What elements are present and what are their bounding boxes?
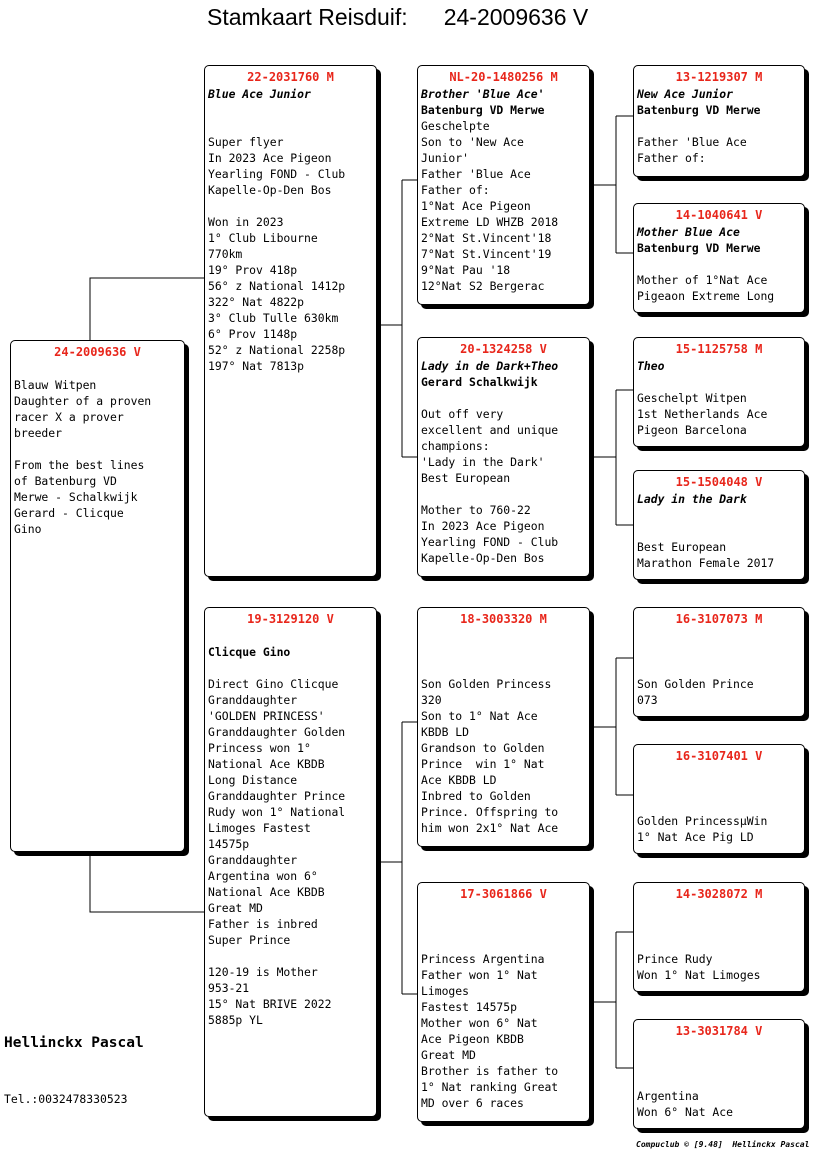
card-line: Super flyer bbox=[208, 135, 284, 149]
card-line bbox=[208, 660, 373, 676]
breeder-name: Batenburg VD Merwe bbox=[637, 241, 761, 255]
card-line: Father of: bbox=[421, 183, 490, 197]
card-line: From the best lines bbox=[14, 458, 145, 472]
card-line bbox=[421, 390, 586, 406]
card-line bbox=[421, 660, 586, 676]
card-line: Junior' bbox=[421, 151, 470, 165]
card-line: 14575p bbox=[208, 837, 250, 851]
pedigree-card-maternal-grandmother[interactable] bbox=[417, 882, 590, 1122]
card-line bbox=[637, 797, 801, 813]
card-line: Son to 1° Nat Ace bbox=[421, 709, 538, 723]
card-line: 15° Nat BRIVE 2022 bbox=[208, 997, 332, 1011]
card-line: KBDB LD bbox=[421, 725, 470, 739]
card-line: Father 'Blue Ace bbox=[637, 135, 747, 149]
card-line bbox=[421, 919, 586, 935]
card-line: Marathon Female 2017 bbox=[637, 556, 775, 570]
card-line: Won in 2023 bbox=[208, 215, 284, 229]
card-line bbox=[208, 198, 373, 214]
pigeon-name: Clicque Gino bbox=[208, 645, 291, 659]
ring-number: 17-3061866 V bbox=[460, 887, 547, 901]
ring-number: 14-3028072 M bbox=[675, 887, 763, 901]
card-line: Argentina won 6° bbox=[208, 869, 318, 883]
card-line bbox=[14, 441, 181, 457]
card-line bbox=[637, 919, 801, 935]
card-line: 56° z National 1412p bbox=[208, 279, 346, 293]
card-line: Yearling FOND - Club bbox=[208, 167, 346, 181]
card-line: Pigeon Barcelona bbox=[637, 423, 747, 437]
card-line: him won 2x1° Nat Ace bbox=[421, 821, 559, 835]
card-line: 'Lady in the Dark' bbox=[421, 455, 545, 469]
card-line: 1° Club Libourne bbox=[208, 231, 318, 245]
pigeon-name: Blue Ace Junior bbox=[208, 87, 311, 101]
ring-number: 15-1504048 V bbox=[675, 475, 763, 489]
card-line: Great MD bbox=[421, 1048, 476, 1062]
ring-number: 19-3129120 V bbox=[247, 612, 334, 626]
card-line: Limoges Fastest bbox=[208, 821, 311, 835]
card-line: Blauw Witpen bbox=[14, 378, 97, 392]
pedigree-card-mfm[interactable] bbox=[633, 744, 805, 854]
card-line: Yearling FOND - Club bbox=[421, 535, 559, 549]
card-line: 1° Nat Ace Pig LD bbox=[637, 830, 754, 844]
card-line: Mother won 6° Nat bbox=[421, 1016, 538, 1030]
card-text bbox=[421, 358, 586, 566]
owner-phone: Tel.:0032478330523 bbox=[4, 1092, 128, 1106]
ring-number: 24-2009636 V bbox=[54, 345, 141, 359]
card-line: Mother of 1°Nat Ace bbox=[637, 273, 768, 287]
card-line: Fastest 14575p bbox=[421, 1000, 518, 1014]
card-line: Prince win 1° Nat bbox=[421, 757, 545, 771]
card-text bbox=[421, 628, 586, 836]
title-ring-number: 24-2009636 V bbox=[443, 4, 589, 30]
card-line: National Ace KBDB bbox=[208, 757, 325, 771]
card-line bbox=[637, 256, 801, 272]
card-line: breeder bbox=[14, 426, 63, 440]
pedigree-card-paternal-grandmother[interactable] bbox=[417, 337, 590, 577]
card-text bbox=[14, 361, 181, 537]
card-line: Rudy won 1° National bbox=[208, 805, 346, 819]
card-line: Inbred to Golden bbox=[421, 789, 531, 803]
pedigree-card-mff[interactable] bbox=[633, 607, 805, 717]
card-line: 073 bbox=[637, 693, 658, 707]
ring-number: 16-3107073 M bbox=[675, 612, 763, 626]
card-line: 770km bbox=[208, 247, 243, 261]
card-line bbox=[14, 361, 181, 377]
card-line: of Batenburg VD bbox=[14, 474, 117, 488]
card-line: Pigeaon Extreme Long bbox=[637, 289, 775, 303]
ring-number: 15-1125758 M bbox=[675, 342, 763, 356]
card-line: 19° Prov 418p bbox=[208, 263, 298, 277]
card-line: MD over 6 races bbox=[421, 1096, 524, 1110]
card-line: Son Golden Prince bbox=[637, 677, 754, 691]
card-line: Geschelpt Witpen bbox=[637, 391, 747, 405]
card-line: 1°Nat Ace Pigeon bbox=[421, 199, 531, 213]
card-line: Princess won 1° bbox=[208, 741, 311, 755]
card-line: Best European bbox=[421, 471, 511, 485]
card-line bbox=[637, 935, 801, 951]
card-line: 12°Nat S2 Bergerac bbox=[421, 279, 545, 293]
card-line: Super Prince bbox=[208, 933, 291, 947]
ring-number: 13-1219307 M bbox=[675, 70, 763, 84]
card-line: Father 'Blue Ace bbox=[421, 167, 531, 181]
card-line: Father is inbred bbox=[208, 917, 318, 931]
card-line bbox=[637, 781, 801, 797]
card-line: 1° Nat ranking Great bbox=[421, 1080, 559, 1094]
card-line bbox=[637, 507, 801, 523]
card-line: 320 bbox=[421, 693, 442, 707]
title-label: Stamkaart Reisduif: bbox=[207, 4, 408, 30]
card-line: 6° Prov 1148p bbox=[208, 327, 298, 341]
card-line: Great MD bbox=[208, 901, 263, 915]
card-line: Kapelle-Op-Den Bos bbox=[208, 183, 332, 197]
card-line: Ace Pigeon KBDB bbox=[421, 1032, 524, 1046]
card-line: 52° z National 2258p bbox=[208, 343, 346, 357]
card-line: Prince Rudy bbox=[637, 952, 713, 966]
card-line: Princess Argentina bbox=[421, 952, 545, 966]
card-line: Won 6° Nat Ace bbox=[637, 1105, 734, 1119]
card-line: Argentina bbox=[637, 1089, 699, 1103]
card-line: 9°Nat Pau '18 bbox=[421, 263, 511, 277]
card-line bbox=[637, 1040, 801, 1056]
card-line: Grandson to Golden bbox=[421, 741, 545, 755]
ring-number: 22-2031760 M bbox=[247, 70, 334, 84]
card-line: Out off very bbox=[421, 407, 504, 421]
card-line: Father won 1° Nat bbox=[421, 968, 538, 982]
pedigree-card-subject[interactable] bbox=[10, 340, 185, 852]
card-line: Kapelle-Op-Den Bos bbox=[421, 551, 545, 565]
card-line bbox=[208, 948, 373, 964]
pedigree-card-maternal-grandfather[interactable] bbox=[417, 607, 590, 847]
card-line: 197° Nat 7813p bbox=[208, 359, 305, 373]
breeder-name: Batenburg VD Merwe bbox=[637, 103, 761, 117]
pedigree-card-mother[interactable] bbox=[204, 607, 377, 1117]
breeder-name: Gerard Schalkwijk bbox=[421, 375, 538, 389]
card-line bbox=[637, 118, 801, 134]
pigeon-name: New Ace Junior bbox=[637, 87, 734, 101]
card-line: 322° Nat 4822p bbox=[208, 295, 305, 309]
card-line: In 2023 Ace Pigeon bbox=[421, 519, 545, 533]
card-line bbox=[637, 374, 801, 390]
pedigree-card-ffm[interactable] bbox=[633, 203, 805, 313]
card-line bbox=[208, 628, 373, 644]
card-line bbox=[208, 102, 373, 118]
card-line: 953-21 bbox=[208, 981, 250, 995]
pedigree-card-mmf[interactable] bbox=[633, 882, 805, 992]
card-line: Merwe - Schalkwijk bbox=[14, 490, 138, 504]
card-line: champions: bbox=[421, 439, 490, 453]
card-line: 'GOLDEN PRINCESS' bbox=[208, 709, 325, 723]
pedigree-card-mmm[interactable] bbox=[633, 1019, 805, 1129]
card-line: Limoges bbox=[421, 984, 470, 998]
card-text bbox=[421, 86, 586, 294]
breeder-name: Batenburg VD Merwe bbox=[421, 103, 545, 117]
card-line: 3° Club Tulle 630km bbox=[208, 311, 339, 325]
card-line: Son to 'New Ace bbox=[421, 135, 524, 149]
card-line: 5885p YL bbox=[208, 1013, 263, 1027]
card-line: Long Distance bbox=[208, 773, 298, 787]
card-line: Son Golden Princess bbox=[421, 677, 552, 691]
pigeon-name: Lady in the Dark bbox=[637, 492, 747, 506]
card-line: Geschelpte bbox=[421, 119, 490, 133]
card-line: Gerard - Clicque bbox=[14, 506, 124, 520]
card-line: Ace KBDB LD bbox=[421, 773, 497, 787]
card-text bbox=[421, 903, 586, 1111]
card-line: Direct Gino Clicque bbox=[208, 677, 339, 691]
card-line bbox=[637, 765, 801, 781]
card-line: Golden PrincessµWin bbox=[637, 814, 768, 828]
card-text bbox=[208, 628, 373, 1028]
card-line: 120-19 is Mother bbox=[208, 965, 318, 979]
ring-number: 13-3031784 V bbox=[675, 1024, 763, 1038]
card-line bbox=[637, 644, 801, 660]
card-line: Mother to 760-22 bbox=[421, 503, 531, 517]
card-line bbox=[421, 486, 586, 502]
card-line: Won 1° Nat Limoges bbox=[637, 968, 761, 982]
pedigree-card-fff[interactable] bbox=[633, 65, 805, 177]
card-line bbox=[637, 660, 801, 676]
ring-number: NL-20-1480256 M bbox=[449, 70, 558, 84]
card-line: National Ace KBDB bbox=[208, 885, 325, 899]
card-line bbox=[637, 628, 801, 644]
card-line: Granddaughter Prince bbox=[208, 789, 346, 803]
card-line: Best European bbox=[637, 540, 727, 554]
ring-number: 20-1324258 V bbox=[460, 342, 547, 356]
card-line bbox=[208, 118, 373, 134]
card-line bbox=[637, 1072, 801, 1088]
card-line: In 2023 Ace Pigeon bbox=[208, 151, 332, 165]
footer-credit: Compuclub © [9.48] Hellinckx Pascal bbox=[636, 1140, 810, 1149]
ring-number: 18-3003320 M bbox=[460, 612, 547, 626]
card-line: Gino bbox=[14, 522, 42, 536]
card-line: Granddaughter bbox=[208, 853, 298, 867]
pedigree-card-paternal-grandfather[interactable] bbox=[417, 65, 590, 305]
card-line: racer X a prover bbox=[14, 410, 124, 424]
card-line: 7°Nat St.Vincent'19 bbox=[421, 247, 552, 261]
pedigree-card-fmm[interactable] bbox=[633, 470, 805, 580]
ring-number: 14-1040641 V bbox=[675, 208, 763, 222]
card-line bbox=[421, 935, 586, 951]
pigeon-name: Brother 'Blue Ace' bbox=[421, 87, 545, 101]
card-line: Prince. Offspring to bbox=[421, 805, 559, 819]
page-title bbox=[207, 4, 588, 31]
card-line: Brother is father to bbox=[421, 1064, 559, 1078]
card-line bbox=[421, 644, 586, 660]
card-line: excellent and unique bbox=[421, 423, 559, 437]
card-line bbox=[637, 903, 801, 919]
pigeon-name: Lady in de Dark+Theo bbox=[421, 359, 559, 373]
pedigree-card-fmf[interactable] bbox=[633, 337, 805, 447]
card-line: 1st Netherlands Ace bbox=[637, 407, 768, 421]
card-line: Granddaughter Golden bbox=[208, 725, 346, 739]
ring-number: 16-3107401 V bbox=[675, 749, 763, 763]
card-line: Granddaughter bbox=[208, 693, 298, 707]
card-line: Father of: bbox=[637, 151, 706, 165]
owner-name: Hellinckx Pascal bbox=[4, 1035, 144, 1051]
card-line bbox=[421, 628, 586, 644]
card-text bbox=[208, 86, 373, 374]
pigeon-name: Theo bbox=[637, 359, 665, 373]
card-line bbox=[637, 523, 801, 539]
pedigree-card-father[interactable] bbox=[204, 65, 377, 577]
card-line bbox=[421, 903, 586, 919]
card-line bbox=[637, 1056, 801, 1072]
pigeon-name: Mother Blue Ace bbox=[637, 225, 740, 239]
card-line: Daughter of a proven bbox=[14, 394, 152, 408]
card-line: Extreme LD WHZB 2018 bbox=[421, 215, 559, 229]
card-line: 2°Nat St.Vincent'18 bbox=[421, 231, 552, 245]
